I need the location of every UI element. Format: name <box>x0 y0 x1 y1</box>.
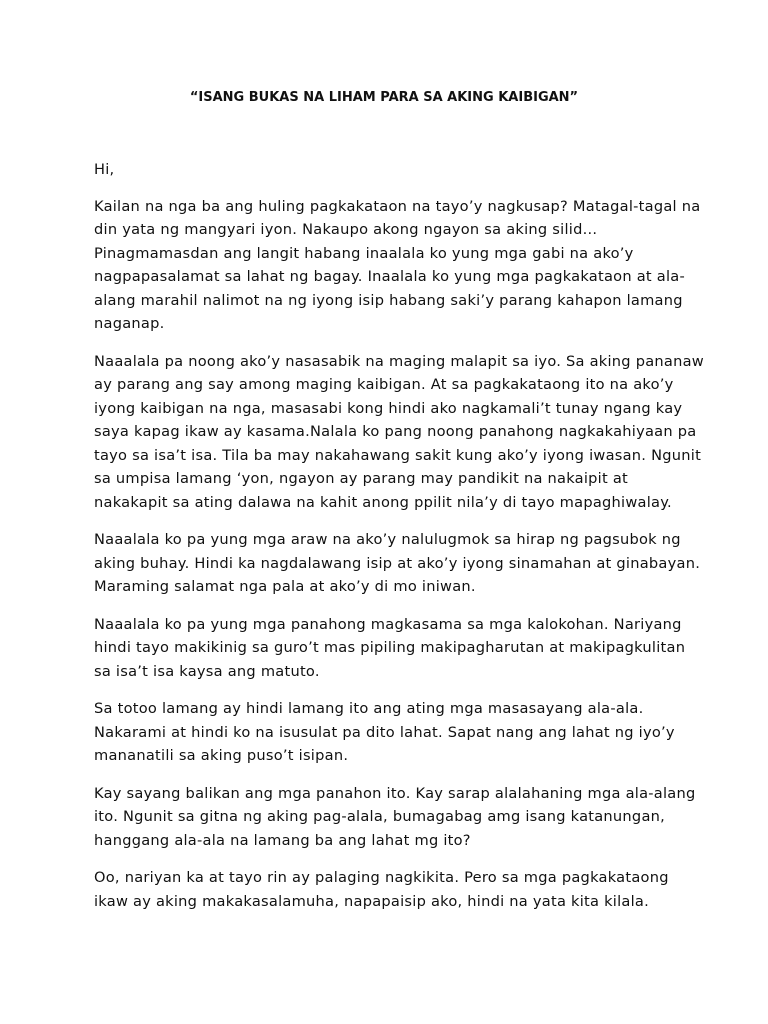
text-line: hanggang ala-ala na lamang ba ang lahat mg ito? <box>94 831 471 849</box>
text-line: Naaalala pa noong ako’y nasasabik na maging malapit sa iyo. Sa aking pananaw <box>94 352 704 370</box>
text-line: mananatili sa aking puso’t isipan. <box>94 747 349 764</box>
paragraph <box>94 528 701 599</box>
text-line: tayo sa isa’t isa. Tila ba may nakahawang sakit kung ako’y iyong iwasan. Ngunit <box>94 446 702 464</box>
text-line: Kailan na nga ba ang huling pagkakataon na tayo’y nagkusap? Matagal-tagal na <box>94 197 701 215</box>
text-line: Naaalala ko pa yung mga panahong magkasama sa mga kalokohan. Nariyang <box>94 615 682 633</box>
text-line: saya kapag ikaw ay kasama.Nalala ko pang noong panahong nagkakahiyaan pa <box>94 423 697 440</box>
text-line: aking buhay. Hindi ka nagdalawang isip at ako’y iyong sinamahan at ginabayan. <box>94 554 701 572</box>
text-line: Kay sayang balikan ang mga panahon ito. Kay sarap alalahaning mga ala-alang <box>94 784 696 802</box>
paragraph <box>94 195 701 336</box>
text-line: Sa totoo lamang ay hindi lamang ito ang ating mga masasayang ala-ala. <box>94 700 644 717</box>
document-title: “ISANG BUKAS NA LIHAM PARA SA AKING KAIBIGAN” <box>189 90 579 105</box>
paragraph <box>94 782 694 853</box>
text-line: ito. Ngunit sa gitna ng aking pag-alala, bumagabag amg isang katanungan, <box>94 808 666 825</box>
letter-body <box>94 158 704 927</box>
text-line: nakakapit sa ating dalawa na kahit anong ppilit nila’y di tayo mapaghiwalay. <box>94 493 672 511</box>
text-line: alang marahil nalimot na ng iyong isip habang saki’y parang kahapon lamang <box>94 291 683 309</box>
text-line: sa umpisa lamang ‘yon, ngayon ay parang may pandikit na nakaipit at <box>94 470 629 487</box>
text-line: Pinagmamasdan ang langit habang inaalala ko yung mga gabi na ako’y <box>94 244 634 262</box>
text-line: nagpapasalamat sa lahat ng bagay. Inaalala ko yung mga pagkakataon at ala- <box>94 268 685 285</box>
text-line: Nakarami at hindi ko na isusulat pa dito lahat. Sapat nang ang lahat ng iyo’y <box>94 723 675 741</box>
paragraph <box>94 350 704 515</box>
letter-greeting: Hi, <box>94 161 115 178</box>
text-line: iyong kaibigan na nga, masasabi kong hindi ako nagkamali’t tunay ngang kay <box>94 399 683 417</box>
text-line: din yata ng mangyari iyon. Nakaupo akong ngayon sa aking silid... <box>94 221 598 238</box>
paragraph <box>94 613 694 684</box>
text-line: Maraming salamat nga pala at ako’y di mo iniwan. <box>94 578 476 595</box>
text-line: naganap. <box>94 315 165 332</box>
text-line: hindi tayo makikinig sa guro’t mas pipiling makipagharutan at makipagkulitan <box>94 639 686 656</box>
text-line: ikaw ay aking makakasalamuha, napapaisip ako, hindi na yata kita kilala. <box>94 892 649 910</box>
paragraph <box>94 866 694 913</box>
text-line: sa isa’t isa kaysa ang matuto. <box>94 662 320 680</box>
text-line: Naaalala ko pa yung mga araw na ako’y nalulugmok sa hirap ng pagsubok ng <box>94 531 681 548</box>
paragraph <box>94 697 694 768</box>
text-line: Oo, nariyan ka at tayo rin ay palaging nagkikita. Pero sa mga pagkakataong <box>94 869 669 886</box>
text-line: ay parang ang say among maging kaibigan. At sa pagkakataong ito na ako’y <box>94 376 674 393</box>
